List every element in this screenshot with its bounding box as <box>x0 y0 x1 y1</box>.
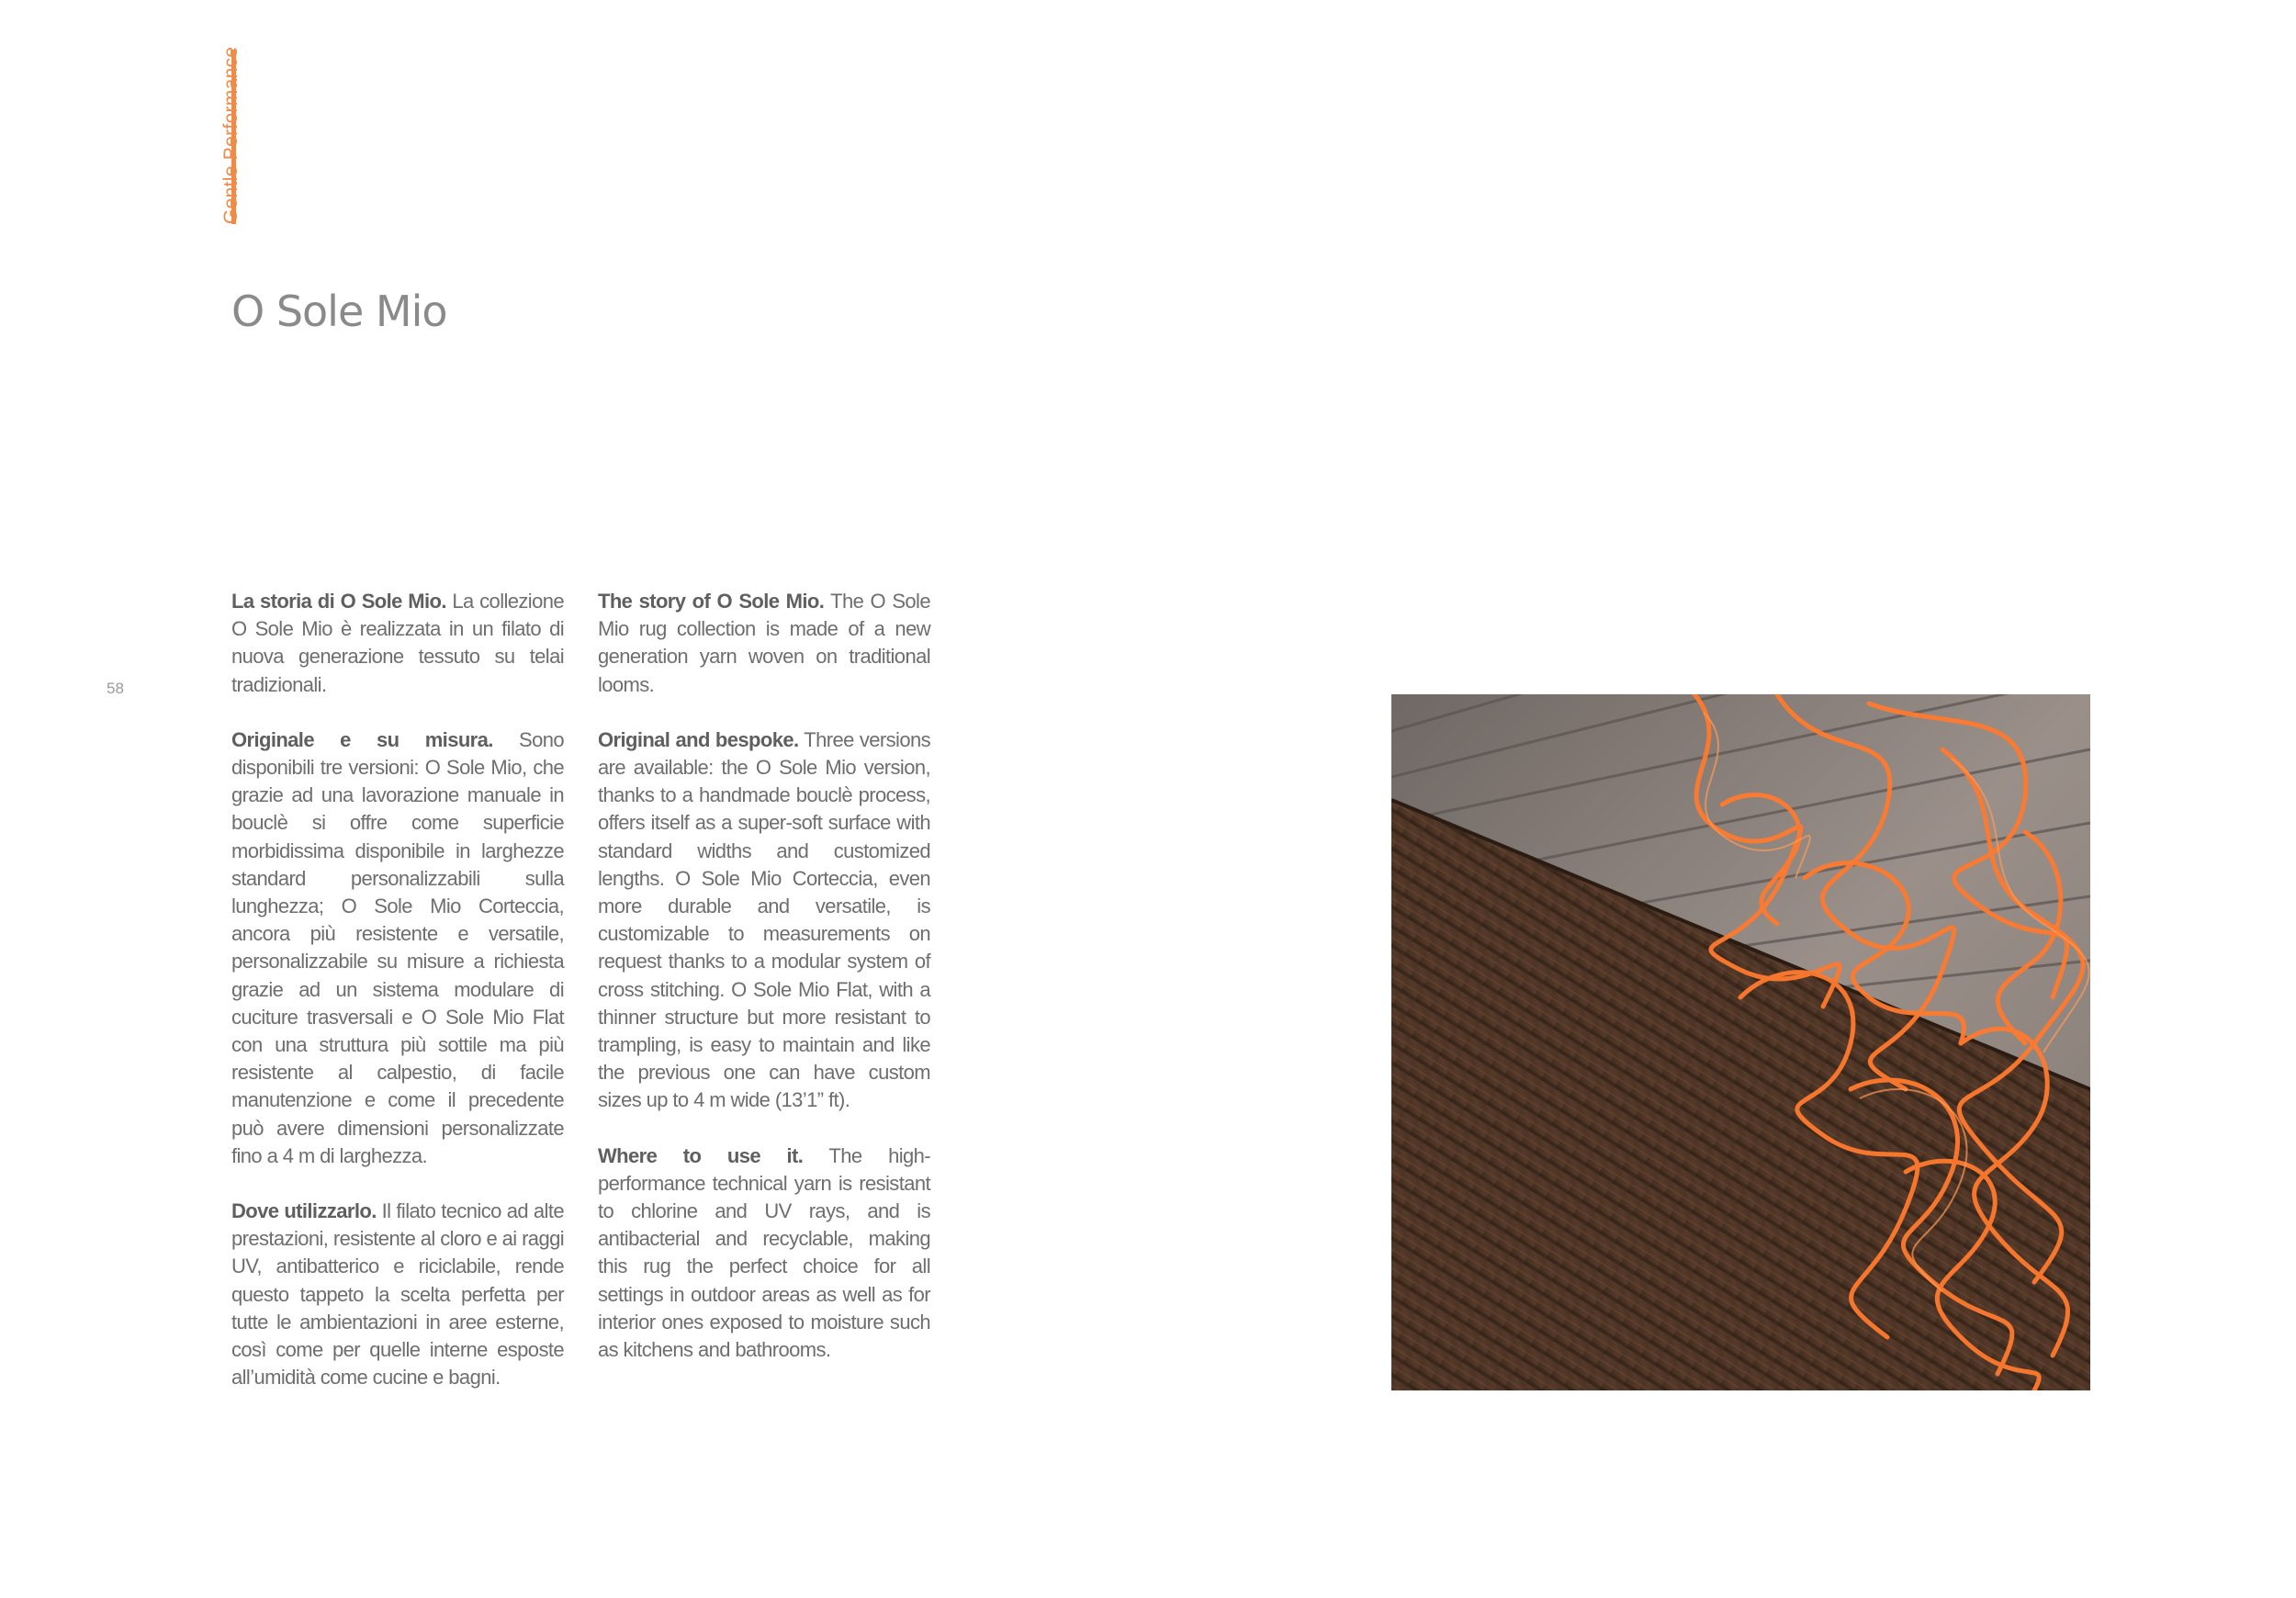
paragraph-heading: Original and bespoke. <box>598 727 799 751</box>
paragraph-versions-en <box>598 726 930 1115</box>
paragraph-text: Sono disponibili tre versioni: O Sole Mio, che grazie ad una lavorazione manuale in bouclè si offre come superficie morbidissima disponibile in larghezze standard personalizzabili sulla lunghezza; O Sole Mio Corteccia, ancora più resistente e versatile, personalizzabile su misure a richiesta grazie ad un sistema modulare di cuciture trasversali e O Sole Mio Flat con una struttura più sottile ma più resistente al calpestio, di facile manutenzione e come il precedente può avere dimensioni personalizzate fino a 4 m di larghezza. <box>231 727 564 1167</box>
product-photo <box>1391 694 2090 1390</box>
section-tab <box>206 46 242 224</box>
italian-column <box>231 588 564 1419</box>
paragraph-story-en <box>598 588 930 699</box>
paragraph-heading: Dove utilizzarlo. <box>231 1199 377 1223</box>
paragraph-heading: The story of O Sole Mio. <box>598 590 825 613</box>
english-column <box>598 588 930 1391</box>
paragraph-usage-it <box>231 1198 564 1391</box>
paragraph-heading: Where to use it. <box>598 1143 804 1167</box>
page-title: O Sole Mio <box>231 287 447 336</box>
page-number: 58 <box>107 680 124 697</box>
paragraph-heading: La storia di O Sole Mio. <box>231 590 446 613</box>
paragraph-versions-it <box>231 726 564 1170</box>
paragraph-text: La collezione O Sole Mio è realizzata in un filato di nuova generazione tessuto su telai tradizionali. <box>231 590 564 696</box>
paragraph-story-it <box>231 588 564 699</box>
paragraph-text: The O Sole Mio rug collection is made of a new generation yarn woven on traditional looms. <box>598 590 930 696</box>
paragraph-text: The high-performance technical yarn is resistant to chlorine and UV rays, and is antibacterial and recyclable, making this rug the perfect choice for all settings in outdoor areas as well as for interior ones exposed to moisture such as kitchens and bathrooms. <box>598 1143 930 1362</box>
paragraph-text: Il filato tecnico ad alte prestazioni, resistente al cloro e ai raggi UV, antibatterico e riciclabile, rende questo tappeto la scelta perfetta per tutte le ambientazioni in aree esterne, così come per quelle interne esposte all’umidità come cucine e bagni. <box>231 1199 564 1390</box>
paragraph-usage-en <box>598 1142 930 1365</box>
section-label: Gentle Performance <box>220 46 242 224</box>
paragraph-text: Three versions are available: the O Sole Mio version, thanks to a handmade bouclè process, offers itself as a super-soft surface with standard widths and customized lengths. O Sole Mio Corteccia, even more durable and versatile, is customizable to measurements on request thanks to a modular system of cross stitching. O Sole Mio Flat, with a thinner structure but more resistant to trampling, is easy to maintain and like the previous one can have custom sizes up to 4 m wide (13’1” ft). <box>598 727 931 1112</box>
paragraph-heading: Originale e su misura. <box>231 727 493 751</box>
